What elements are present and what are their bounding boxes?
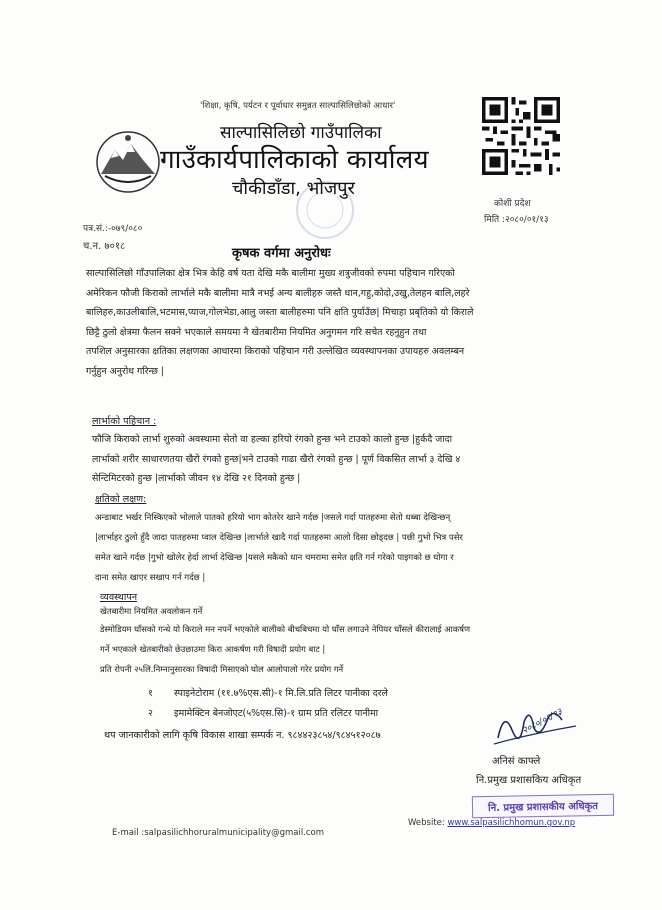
pesticide-item: स्पाइनेटोराम (११.७%एस.सी)-१ मि.लि.प्रति लिटर पानीका दरले bbox=[174, 688, 388, 699]
pesticide-item-number: २ bbox=[148, 708, 153, 719]
dispatch-number: च.न. ७०१८ bbox=[83, 241, 126, 252]
intro-line: साल्पासिलिछो गाँउपालिका क्षेत्र भित्र केहि वर्ष यता देखि मकै बालीमा मुख्य शत्रुजीवको रुपमा पहिचान गरिएको bbox=[86, 268, 455, 279]
identification-line: लार्भाको शरीर साधारणतया खैरो रंगको हुन्छ|भने टाउको गाढा खैरो रंगको हुन्छ | पूर्ण विकसित लार्भा ३ देखि ४ bbox=[92, 453, 461, 465]
province-label: कोशी प्रदेश bbox=[494, 199, 531, 209]
intro-line: अमेरिकन फौजी किराको लार्भाले मकै बालीमा मात्रै नभई अन्य बालीहरु जस्तै धान,गहु,कोदो,उखु,तेलहन बालि,लहरे bbox=[86, 287, 470, 299]
signature-date: २०८०/०१/१३ bbox=[520, 707, 565, 737]
qr-code-icon bbox=[482, 97, 560, 175]
reference-number: पत्र.सं.:-०७९/०८० bbox=[83, 224, 143, 234]
municipality-name: साल्पासिलिछो गाउँपालिका bbox=[220, 123, 382, 143]
symptoms-line: समेत खाने गर्दछ |गुभो खोलेर हेर्दा लार्भा देखिन्छ |यसले मकैको धान चमरामा समेत क्षति गर्न गरेको पाइगको छ घोगा र bbox=[95, 553, 454, 563]
management-line: डेस्मोडियम घाँसको गन्धे यो किराले मन नपर्ने भएकोले बालीको बीचबिचमा यो घाँस लगाउने नेपियर घाँसले कीरालाई आकर्षण bbox=[100, 624, 471, 634]
identification-heading: लार्भाको पहिचान : bbox=[92, 416, 157, 427]
office-name: गाउँकार्यपालिकाको कार्यालय bbox=[160, 145, 429, 175]
website-link[interactable]: www.salpasilichhomun.gov.np bbox=[447, 818, 576, 828]
letter-date: मिति :२०८०/०१/१३ bbox=[484, 215, 549, 225]
management-line: प्रति रोपनी २५लि.निम्नानुसारका विषादी मिसाएको घोल आलोपालो गरेर प्रयोग गर्ने bbox=[100, 664, 344, 674]
nepal-emblem-logo-icon bbox=[95, 130, 161, 194]
website-label: Website: bbox=[408, 818, 445, 828]
pesticide-item: इमामेक्टिन बेनजोएट(५%एस.सि)-१ ग्राम प्रति रलिटर पानीमा bbox=[174, 708, 379, 719]
identification-paragraph bbox=[92, 430, 460, 489]
management-heading: व्यवस्थापन bbox=[100, 592, 138, 603]
management-line: गर्ने भएकाले खेतबारीको छेउछाउमा किरा आकर्षण गरी विषादी प्रयोग बाट | bbox=[100, 644, 326, 654]
official-stamp: नि. प्रमुख प्रशासकीय अधिकृत bbox=[472, 794, 614, 818]
symptoms-line: |लार्भाहर ठुलो हुँदै जादा पातहरुमा प्वाल देखिन्छ |लार्भाले खादै गर्दा पातहरुमा आलो दिसा छोड्दछ | पछी गुभो भित्र पसेर bbox=[95, 533, 463, 543]
identification-line: फौजि किराको लार्भा शुरुको अवस्थामा सेतो वा हल्का हरियो रंगको हुन्छ भने टाउको कालो हुन्छ |हुर्कदै जादा bbox=[92, 434, 453, 445]
office-address: चौकीडाँडा, भोजपुर bbox=[232, 178, 355, 199]
footer-website bbox=[408, 818, 575, 828]
handwritten-signature bbox=[490, 700, 580, 754]
intro-line: छिट्टै ठुलो क्षेत्रमा फैलन सक्ने भएकाले समयमा नै खेतबारीमा नियमित अनुगमन गरि सचेत रहनुहुन तथा bbox=[86, 326, 427, 338]
motto: 'शिक्षा, कृषि, पर्यटन र पूर्वाधार समुन्नत साल्पासिलिछोको आधार' bbox=[200, 101, 396, 111]
signatory-title: नि.प्रमुख प्रशासकिय अधिकृत bbox=[476, 775, 582, 786]
footer-email[interactable]: E-mail :salpasilichhoruralmunicipality@gmail.com bbox=[112, 828, 325, 838]
signatory-name: अनिसं काफ्ले bbox=[492, 756, 541, 767]
intro-line: बालिहरु,काउलीबालि,भटमास,प्याज,गोलभेडा,आलु जस्ता बालीहरुमा पनि क्षति पुर्याउँछ| मिचाहा प्रबृतिको यो किराले bbox=[86, 307, 474, 318]
symptoms-paragraph bbox=[95, 508, 463, 588]
intro-line: गर्नुहुन अनुरोध गरिन्छ | bbox=[86, 365, 164, 377]
intro-line: तपशिल अनुसारका क्षतिका लक्षणका आधारमा किराको पहिचान गरी उल्लेखित व्यवस्थापनका उपायहरु अवलम्बन bbox=[86, 346, 465, 357]
management-line: खेतबारीमा नियमित अवलोकन गर्ने bbox=[100, 606, 203, 616]
symptoms-line: अन्डाबाट भर्खर निस्किएको भोलाले पातको हरियो भाग कोतरेर खाने गर्दछ |जसले गर्दा पातहरुमा सेतो धब्बा देखिन्छन् bbox=[95, 513, 451, 523]
identification-line: सेन्टिमिटरको हुन्छ |लार्भाको जीवन १४ देखि २१ दिनको हुन्छ | bbox=[92, 473, 301, 484]
pesticide-item-number: १ bbox=[148, 688, 153, 699]
letter-subject: कृषक वर्गमा अनुरोधः bbox=[232, 246, 331, 261]
intro-paragraph bbox=[86, 264, 473, 381]
symptoms-heading: क्षतिको लक्षण: bbox=[95, 494, 147, 505]
contact-line: थप जानकारीको लागि कृषि विकास शाखा सम्पर्क न. ९८४४२३८५४/९८४५१२०८७ bbox=[104, 730, 381, 741]
symptoms-line: दाना समेत खाएर सखाप गर्न गर्दछ | bbox=[95, 573, 206, 583]
